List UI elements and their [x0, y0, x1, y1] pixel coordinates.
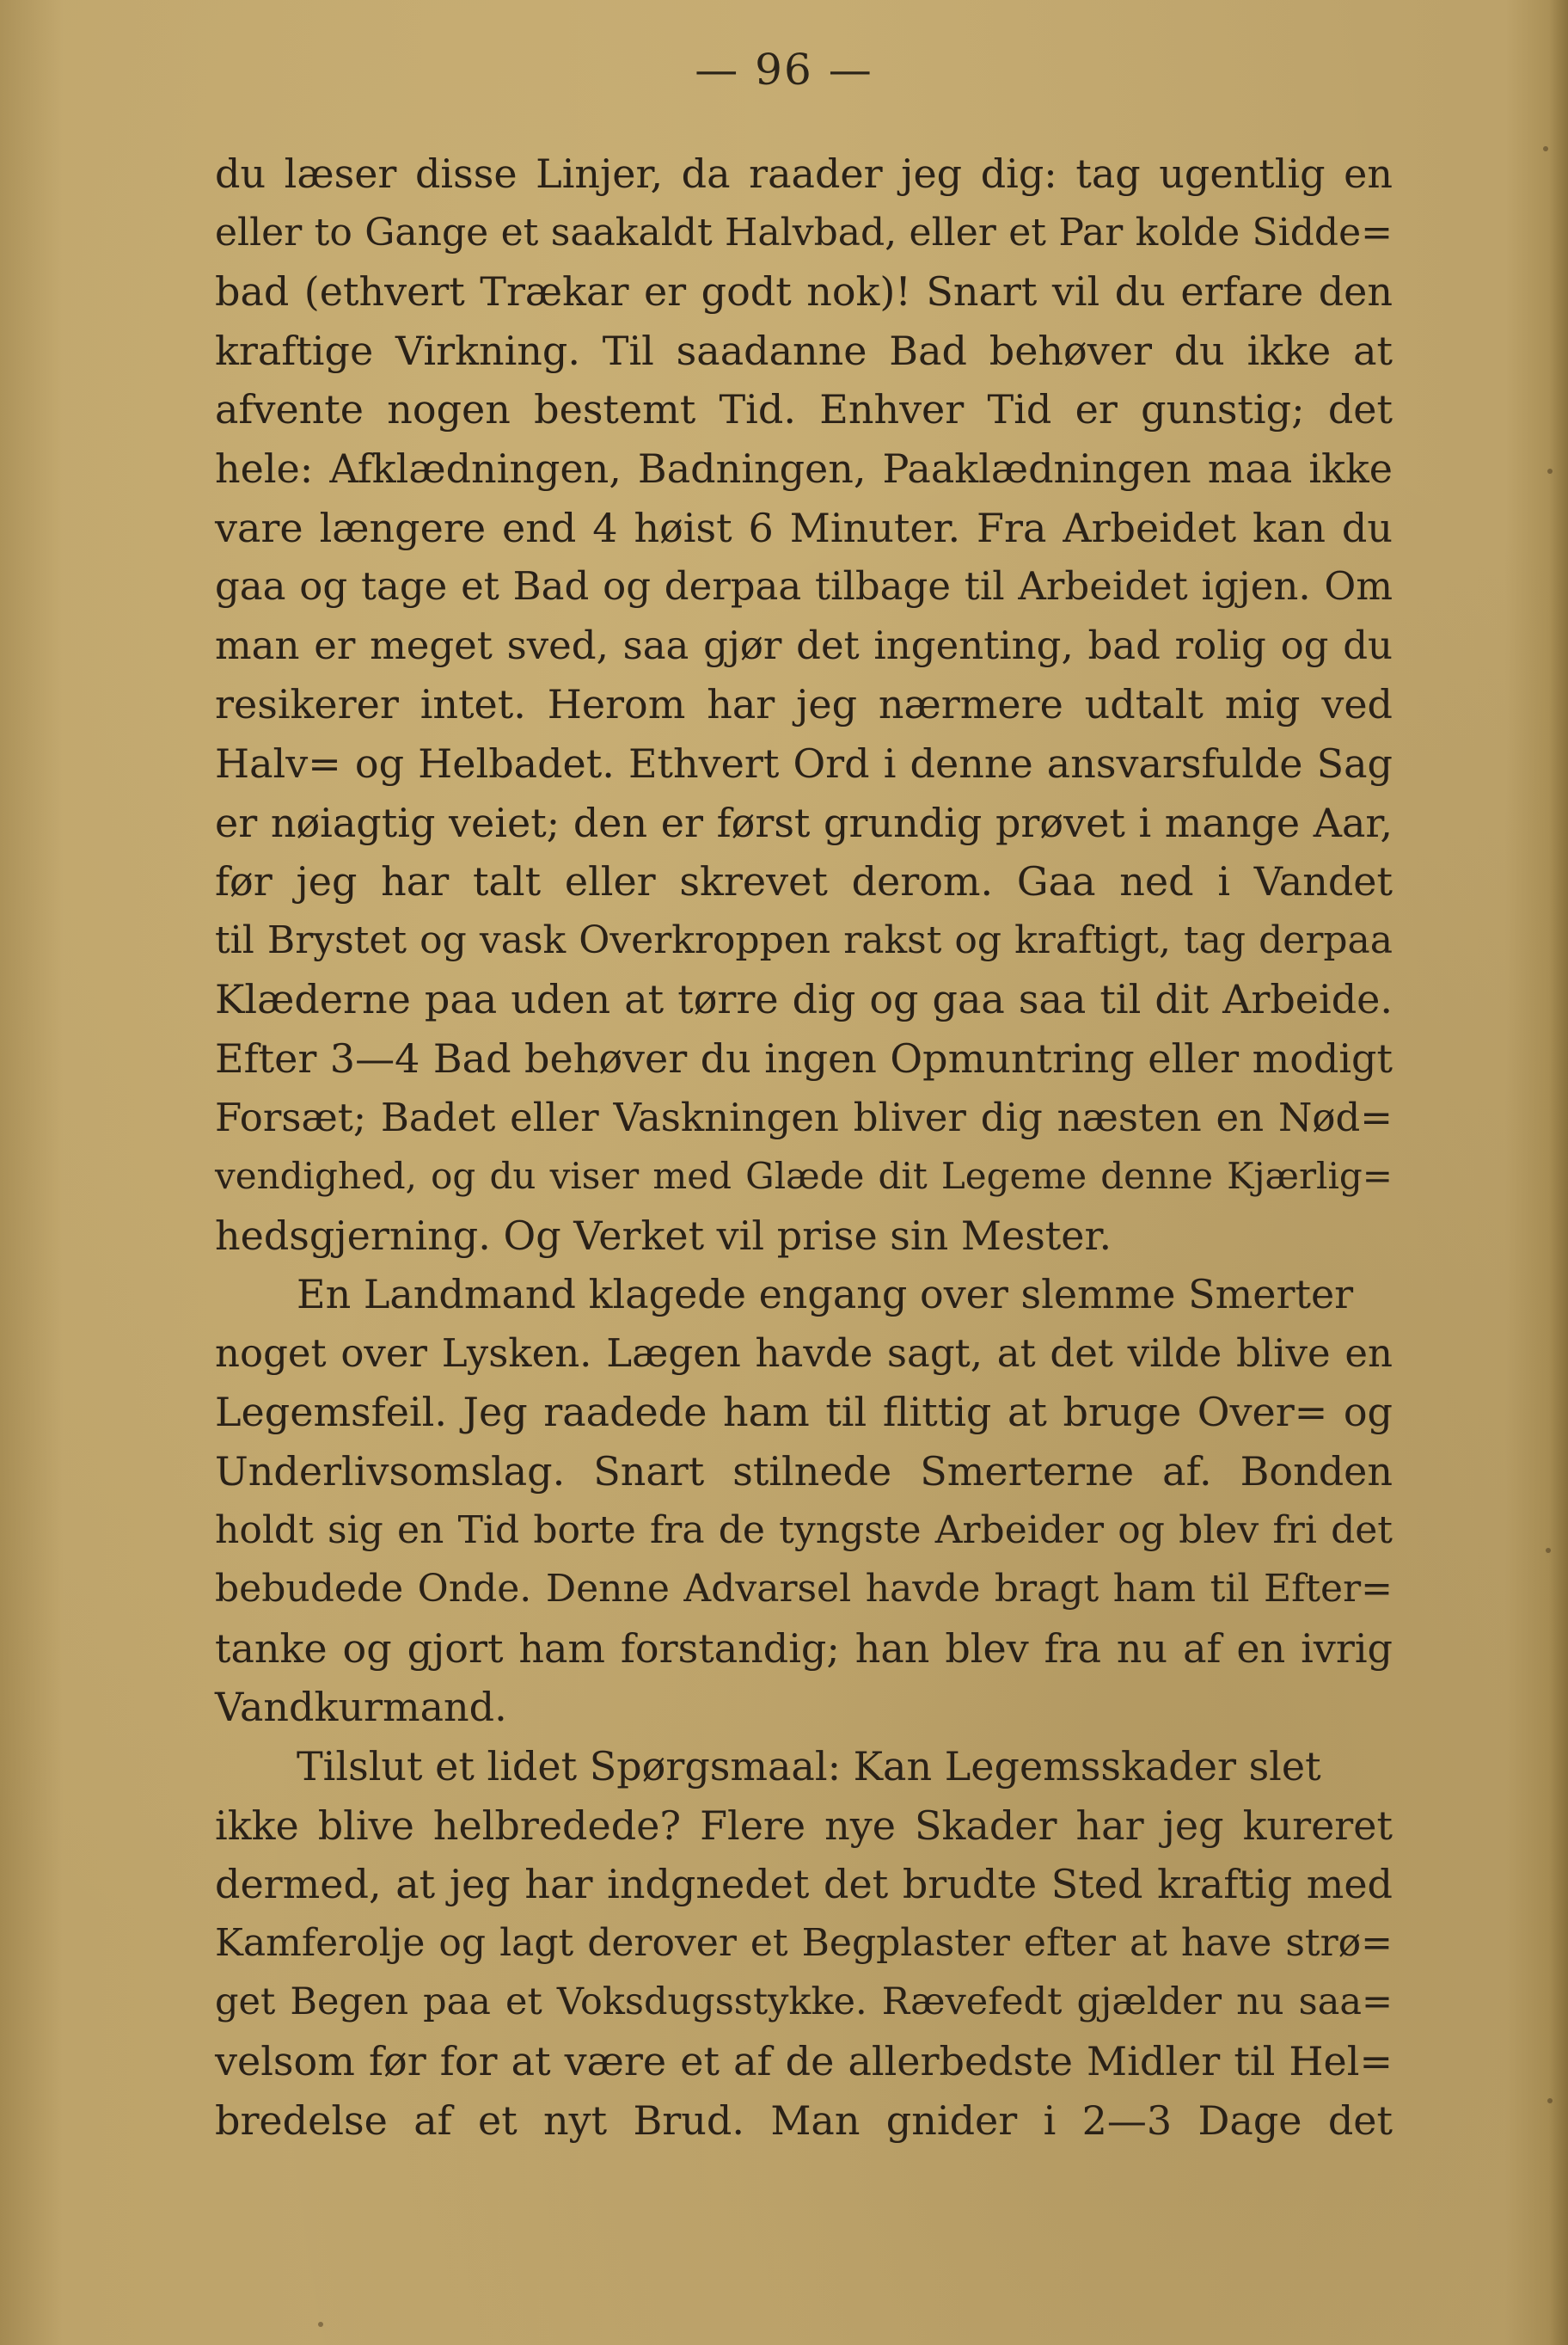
text-line: resikerer intet. Herom har jeg nærmere udtalt mig ved — [215, 681, 1393, 728]
text-line: kraftige Virkning. Til saadanne Bad behøver du ikke at — [215, 327, 1393, 374]
text-line: holdt sig en Tid borte fra de tyngste Arbeider og blev fri det — [215, 1507, 1393, 1552]
text-line: En Landmand klagede engang over slemme Smerter — [297, 1271, 1354, 1318]
text-line: Klæderne paa uden at tørre dig og gaa saa til dit Arbeide. — [215, 976, 1393, 1023]
text-line: Efter 3—4 Bad behøver du ingen Opmuntring eller modigt — [215, 1034, 1393, 1082]
paper-speck — [1547, 469, 1553, 474]
text-line: til Brystet og vask Overkroppen rakst og kraftigt, tag derpaa — [215, 918, 1393, 962]
text-line: Vandkurmand. — [215, 1684, 507, 1731]
paper-speck — [1547, 2098, 1553, 2103]
text-line: vendighed, og du viser med Glæde dit Legeme denne Kjærlig= — [215, 1155, 1393, 1198]
text-line: eller to Gange et saakaldt Halvbad, eller et Par kolde Sidde= — [215, 210, 1393, 255]
text-line: bad (ethvert Trækar er godt nok)! Snart vil du erfare den — [215, 268, 1393, 316]
text-line: afvente nogen bestemt Tid. Enhver Tid er gunstig; det — [215, 386, 1393, 433]
paper-speck — [318, 2322, 323, 2327]
text-line: get Begen paa et Voksdugsstykke. Rævefedt gjælder nu saa= — [215, 1980, 1393, 2024]
text-line: man er meget sved, saa gjør det ingenting, bad rolig og du — [215, 622, 1393, 668]
text-line: velsom før for at være et af de allerbedste Midler til Hel= — [215, 2038, 1393, 2084]
text-line: Kamferolje og lagt derover et Begplaster efter at have strø= — [215, 1920, 1393, 1965]
text-line: før jeg har talt eller skrevet derom. Gaa ned i Vandet — [215, 858, 1393, 905]
text-line: er nøiagtig veiet; den er først grundig prøvet i mange Aar, — [215, 799, 1393, 846]
text-line: Halv= og Helbadet. Ethvert Ord i denne ansvarsfulde Sag — [215, 740, 1393, 787]
text-line: Underlivsomslag. Snart stilnede Smerterne af. Bonden — [215, 1448, 1393, 1495]
text-line: hedsgjerning. Og Verket vil prise sin Mester. — [215, 1212, 1112, 1259]
text-line: dermed, at jeg har indgnedet det brudte Sted kraftig med — [215, 1861, 1393, 1908]
text-line: tanke og gjort ham forstandig; han blev fra nu af en ivrig — [215, 1624, 1393, 1672]
text-line: du læser disse Linjer, da raader jeg dig: tag ugentlig en — [215, 150, 1393, 197]
text-line: Forsæt; Badet eller Vaskningen bliver dig næsten en Nød= — [215, 1094, 1393, 1140]
text-line: vare længere end 4 høist 6 Minuter. Fra Arbeidet kan du — [215, 504, 1393, 551]
paper-speck — [1543, 146, 1548, 151]
page-edge-shadow — [1549, 0, 1568, 2345]
text-line: hele: Afklædningen, Badningen, Paaklædningen maa ikke — [215, 445, 1393, 492]
text-line: bredelse af et nyt Brud. Man gnider i 2—3 Dage det — [215, 2096, 1393, 2144]
page-number: — 96 — — [695, 45, 873, 95]
text-line: ikke blive helbredede? Flere nye Skader har jeg kureret — [215, 1802, 1393, 1849]
text-line: Legemsfeil. Jeg raadede ham til flittig at bruge Over= og — [215, 1389, 1393, 1436]
text-line: Tilslut et lidet Spørgsmaal: Kan Legemsskader slet — [297, 1743, 1321, 1790]
text-line: gaa og tage et Bad og derpaa tilbage til Arbeidet igjen. Om — [215, 563, 1393, 610]
text-line: bebudede Onde. Denne Advarsel havde bragt ham til Efter= — [215, 1567, 1393, 1611]
paper-speck — [1546, 1548, 1551, 1553]
text-line: noget over Lysken. Lægen havde sagt, at det vilde blive en — [215, 1329, 1393, 1376]
body-text — [215, 144, 1393, 2150]
